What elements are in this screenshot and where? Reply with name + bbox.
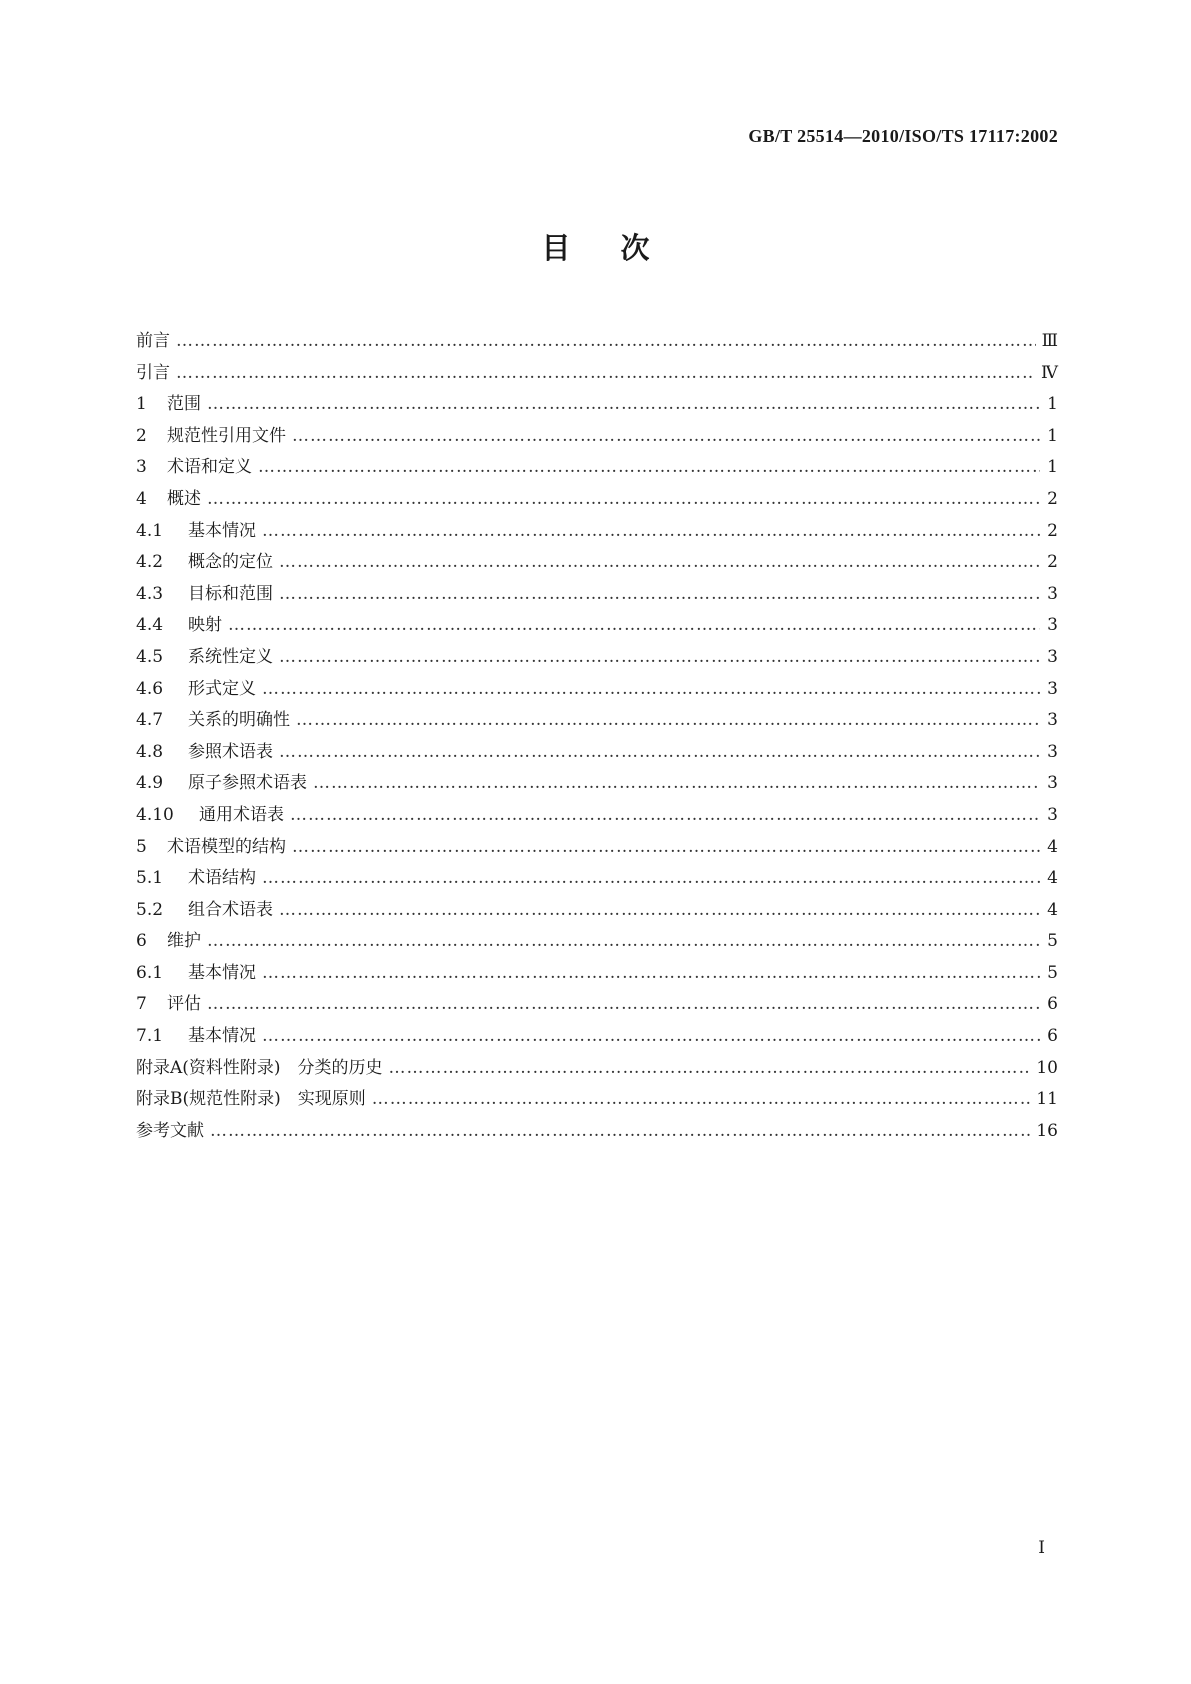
- dot-leader: [313, 773, 1040, 793]
- toc-entry-number: 7: [136, 994, 147, 1015]
- toc-entry-page: 3: [1047, 615, 1058, 636]
- toc-entry-page: 6: [1047, 1026, 1058, 1047]
- toc-entry-1[interactable]: [136, 389, 1058, 421]
- toc-entry-page: 2: [1047, 552, 1058, 573]
- dot-leader: [262, 963, 1040, 983]
- dot-leader: [279, 584, 1040, 604]
- toc-entry-number: 6: [136, 931, 147, 952]
- page-number: Ⅰ: [1038, 1538, 1045, 1557]
- toc-entry-title: 维护: [167, 931, 201, 952]
- toc-entry-foreword[interactable]: [136, 326, 1058, 358]
- dot-leader: [262, 868, 1040, 888]
- toc-entry-page: Ⅳ: [1041, 362, 1058, 383]
- dot-leader: [207, 489, 1040, 509]
- toc-entry-number: 1: [136, 394, 147, 415]
- toc-entry-number: 4.7: [136, 710, 164, 731]
- toc-entry-page: 5: [1047, 962, 1058, 983]
- dot-leader: [372, 1089, 1031, 1109]
- toc-entry-title: 引言: [136, 362, 170, 383]
- dot-leader: [279, 900, 1040, 920]
- toc-entry-title: 基本情况: [188, 1026, 256, 1047]
- toc-entry-page: 1: [1047, 425, 1058, 446]
- toc-entry-title: 概述: [167, 488, 201, 509]
- dot-leader: [207, 394, 1040, 414]
- toc-entry-page: 3: [1047, 678, 1058, 699]
- toc-entry-3[interactable]: [136, 452, 1058, 484]
- dot-leader: [290, 805, 1040, 825]
- dot-leader: [228, 615, 1040, 635]
- toc-entry-number: 4.3: [136, 583, 164, 604]
- toc-entry-title: 概念的定位: [188, 552, 273, 573]
- toc-entry-bibliography[interactable]: [136, 1116, 1058, 1148]
- toc-entry-title: 基本情况: [188, 962, 256, 983]
- toc-entry-title: 附录B(规范性附录) 实现原则: [136, 1089, 366, 1110]
- toc-entry-page: 16: [1036, 1120, 1058, 1141]
- toc-entry-4-4[interactable]: [136, 610, 1058, 642]
- toc-entry-4-7[interactable]: [136, 705, 1058, 737]
- toc-entry-title: 附录A(资料性附录) 分类的历史: [136, 1057, 383, 1078]
- toc-entry-7[interactable]: [136, 989, 1058, 1021]
- toc-entry-5[interactable]: [136, 832, 1058, 864]
- toc-entry-number: 6.1: [136, 962, 164, 983]
- toc-entry-title: 目标和范围: [188, 583, 273, 604]
- toc-entry-title: 映射: [188, 615, 222, 636]
- toc-entry-4-2[interactable]: [136, 547, 1058, 579]
- toc-entry-title: 范围: [167, 394, 201, 415]
- standard-code-header: GB/T 25514—2010/ISO/TS 17117:2002: [748, 126, 1058, 146]
- toc-entry-number: 4.10: [136, 804, 174, 825]
- toc-entry-7-1[interactable]: [136, 1021, 1058, 1053]
- toc-entry-page: 5: [1047, 931, 1058, 952]
- toc-entry-title: 规范性引用文件: [167, 425, 286, 446]
- dot-leader: [207, 931, 1040, 951]
- toc-entry-number: 5.2: [136, 899, 164, 920]
- dot-leader: [176, 331, 1036, 351]
- toc-entry-number: 5.1: [136, 868, 164, 889]
- dot-leader: [279, 552, 1040, 572]
- toc-entry-number: 3: [136, 457, 147, 478]
- toc-entry-page: 2: [1047, 488, 1058, 509]
- toc-entry-number: 4: [136, 488, 147, 509]
- toc-entry-number: 4.4: [136, 615, 164, 636]
- toc-entry-4-5[interactable]: [136, 642, 1058, 674]
- toc-entry-title: 术语和定义: [167, 457, 252, 478]
- toc-entry-title: 基本情况: [188, 520, 256, 541]
- toc-entry-4-8[interactable]: [136, 737, 1058, 769]
- toc-entry-number: 4.8: [136, 741, 164, 762]
- toc-entry-page: 4: [1047, 899, 1058, 920]
- toc-entry-5-1[interactable]: [136, 863, 1058, 895]
- toc-entry-4-10[interactable]: [136, 800, 1058, 832]
- toc-entry-number: 4.6: [136, 678, 164, 699]
- dot-leader: [292, 426, 1040, 446]
- dot-leader: [292, 837, 1040, 857]
- toc-entry-number: 7.1: [136, 1026, 164, 1047]
- toc-entry-title: 前言: [136, 331, 170, 351]
- dot-leader: [210, 1121, 1030, 1141]
- toc-entry-title: 术语模型的结构: [167, 836, 286, 857]
- toc-entry-page: 10: [1036, 1057, 1058, 1078]
- toc-entry-page: 3: [1047, 710, 1058, 731]
- toc-entry-page: 3: [1047, 741, 1058, 762]
- toc-entry-title: 组合术语表: [188, 899, 273, 920]
- toc-entry-4-6[interactable]: [136, 674, 1058, 706]
- toc-entry-title: 参照术语表: [188, 741, 273, 762]
- dot-leader: [262, 679, 1040, 699]
- toc-entry-page: Ⅲ: [1041, 331, 1058, 351]
- dot-leader: [389, 1058, 1031, 1078]
- dot-leader: [279, 647, 1040, 667]
- toc-entry-title: 原子参照术语表: [188, 773, 307, 794]
- toc-entry-4-1[interactable]: [136, 516, 1058, 548]
- toc-entry-6-1[interactable]: [136, 958, 1058, 990]
- toc-entry-page: 3: [1047, 583, 1058, 604]
- toc-entry-number: 5: [136, 836, 147, 857]
- toc-entry-title: 参考文献: [136, 1120, 204, 1141]
- toc-entry-page: 4: [1047, 836, 1058, 857]
- toc-entry-page: 3: [1047, 804, 1058, 825]
- toc-entry-4-9[interactable]: [136, 768, 1058, 800]
- toc-entry-4-3[interactable]: [136, 579, 1058, 611]
- toc-entry-title: 形式定义: [188, 678, 256, 699]
- dot-leader: [258, 457, 1040, 477]
- toc-entry-page: 1: [1047, 457, 1058, 478]
- toc-entry-title: 关系的明确性: [188, 710, 290, 731]
- dot-leader: [262, 1026, 1040, 1046]
- table-of-contents: [136, 326, 1058, 1147]
- toc-entry-title: 通用术语表: [199, 804, 284, 825]
- toc-entry-page: 3: [1047, 773, 1058, 794]
- toc-entry-page: 1: [1047, 394, 1058, 415]
- page-title: 目次: [541, 231, 700, 265]
- toc-entry-page: 4: [1047, 868, 1058, 889]
- dot-leader: [279, 742, 1040, 762]
- toc-entry-page: 3: [1047, 646, 1058, 667]
- toc-entry-4[interactable]: [136, 484, 1058, 516]
- toc-entry-5-2[interactable]: [136, 895, 1058, 927]
- toc-entry-number: 4.1: [136, 520, 164, 541]
- toc-entry-annex-b[interactable]: [136, 1084, 1058, 1116]
- toc-entry-number: 4.5: [136, 646, 164, 667]
- toc-entry-number: 2: [136, 425, 147, 446]
- dot-leader: [262, 521, 1040, 541]
- toc-entry-title: 系统性定义: [188, 646, 273, 667]
- toc-entry-introduction[interactable]: [136, 358, 1058, 390]
- toc-entry-number: 4.2: [136, 552, 164, 573]
- dot-leader: [296, 710, 1040, 730]
- toc-entry-page: 2: [1047, 520, 1058, 541]
- toc-entry-page: 11: [1036, 1089, 1058, 1110]
- toc-entry-6[interactable]: [136, 926, 1058, 958]
- toc-entry-page: 6: [1047, 994, 1058, 1015]
- toc-entry-title: 评估: [167, 994, 201, 1015]
- toc-entry-2[interactable]: [136, 421, 1058, 453]
- dot-leader: [176, 363, 1035, 383]
- dot-leader: [207, 994, 1040, 1014]
- toc-entry-number: 4.9: [136, 773, 164, 794]
- toc-entry-annex-a[interactable]: [136, 1053, 1058, 1085]
- toc-entry-title: 术语结构: [188, 868, 256, 889]
